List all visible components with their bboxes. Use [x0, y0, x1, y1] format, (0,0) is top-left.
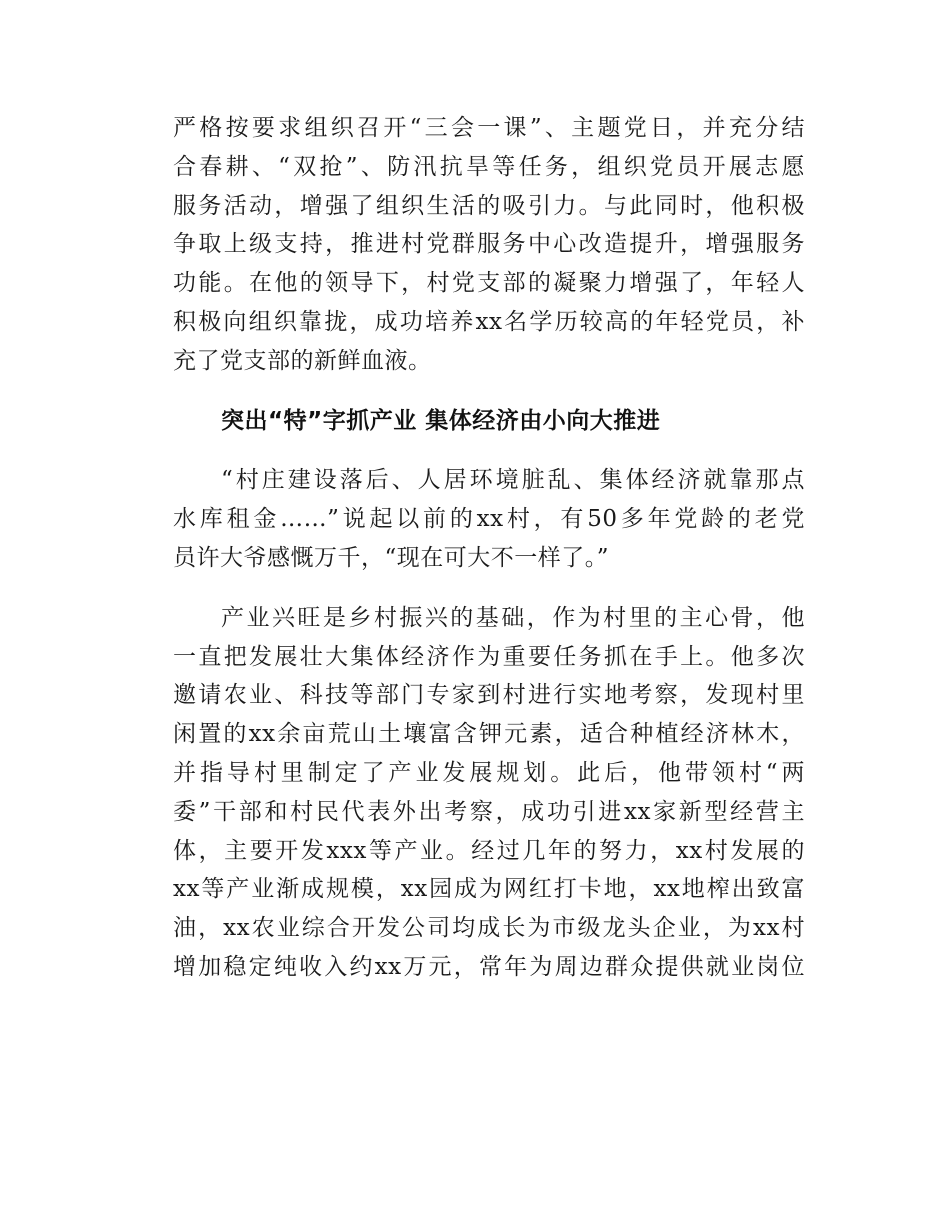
text-line: 增加稳定纯收入约xx万元，常年为周边群众提供就业岗位 [173, 953, 805, 980]
text-line: 委”干部和村民代表外出考察，成功引进xx家新型经营主 [173, 798, 805, 825]
text-line: 严格按要求组织召开“三会一课”、主题党日，并充分结 [173, 115, 805, 141]
paragraph-village-quote [173, 461, 805, 577]
text-line: xx等产业渐成规模，xx园成为网红打卡地，xx地榨出致富 [173, 876, 805, 903]
text-line: 体，主要开发xxx等产业。经过几年的努力，xx村发展的 [173, 837, 805, 864]
text-line: 积极向组织靠拢，成功培养xx名学历较高的年轻党员，补 [173, 308, 805, 335]
text-line: 产业兴旺是乡村振兴的基础，作为村里的主心骨，他 [221, 604, 805, 631]
text-line: 水库租金……”说起以前的xx村，有50多年党龄的老党 [173, 506, 805, 533]
text-line: 油，xx农业综合开发公司均成长为市级龙头企业，为xx村 [173, 915, 805, 942]
text-line: 服务活动，增强了组织生活的吸引力。与此同时，他积极 [173, 192, 805, 219]
text-line: 充了党支部的新鲜血液。 [173, 347, 432, 374]
text-line: 合春耕、“双抢”、防汛抗旱等任务，组织党员开展志愿 [173, 153, 805, 180]
paragraph-industry-development [173, 599, 805, 987]
paragraph-party-building [173, 109, 805, 381]
text-line: 邀请农业、科技等部门专家到村进行实地考察，发现村里 [173, 682, 805, 709]
text-line: “村庄建设落后、人居环境脏乱、集体经济就靠那点 [221, 467, 805, 494]
text-line: 并指导村里制定了产业发展规划。此后，他带领村“两 [173, 759, 805, 786]
text-line: 闲置的xx余亩荒山土壤富含钾元素，适合种植经济林木， [173, 721, 805, 748]
text-line: 一直把发展壮大集体经济作为重要任务抓在手上。他多次 [173, 643, 805, 670]
section-heading: 突出“特”字抓产业 集体经济由小向大推进 [221, 407, 661, 434]
text-line: 员许大爷感慨万千，“现在可大不一样了。” [173, 544, 610, 571]
text-line: 争取上级支持，推进村党群服务中心改造提升，增强服务 [173, 231, 805, 258]
paragraph-spacer [173, 578, 805, 599]
text-line: 功能。在他的领导下，村党支部的凝聚力增强了，年轻人 [173, 270, 805, 297]
document-body [173, 109, 805, 987]
